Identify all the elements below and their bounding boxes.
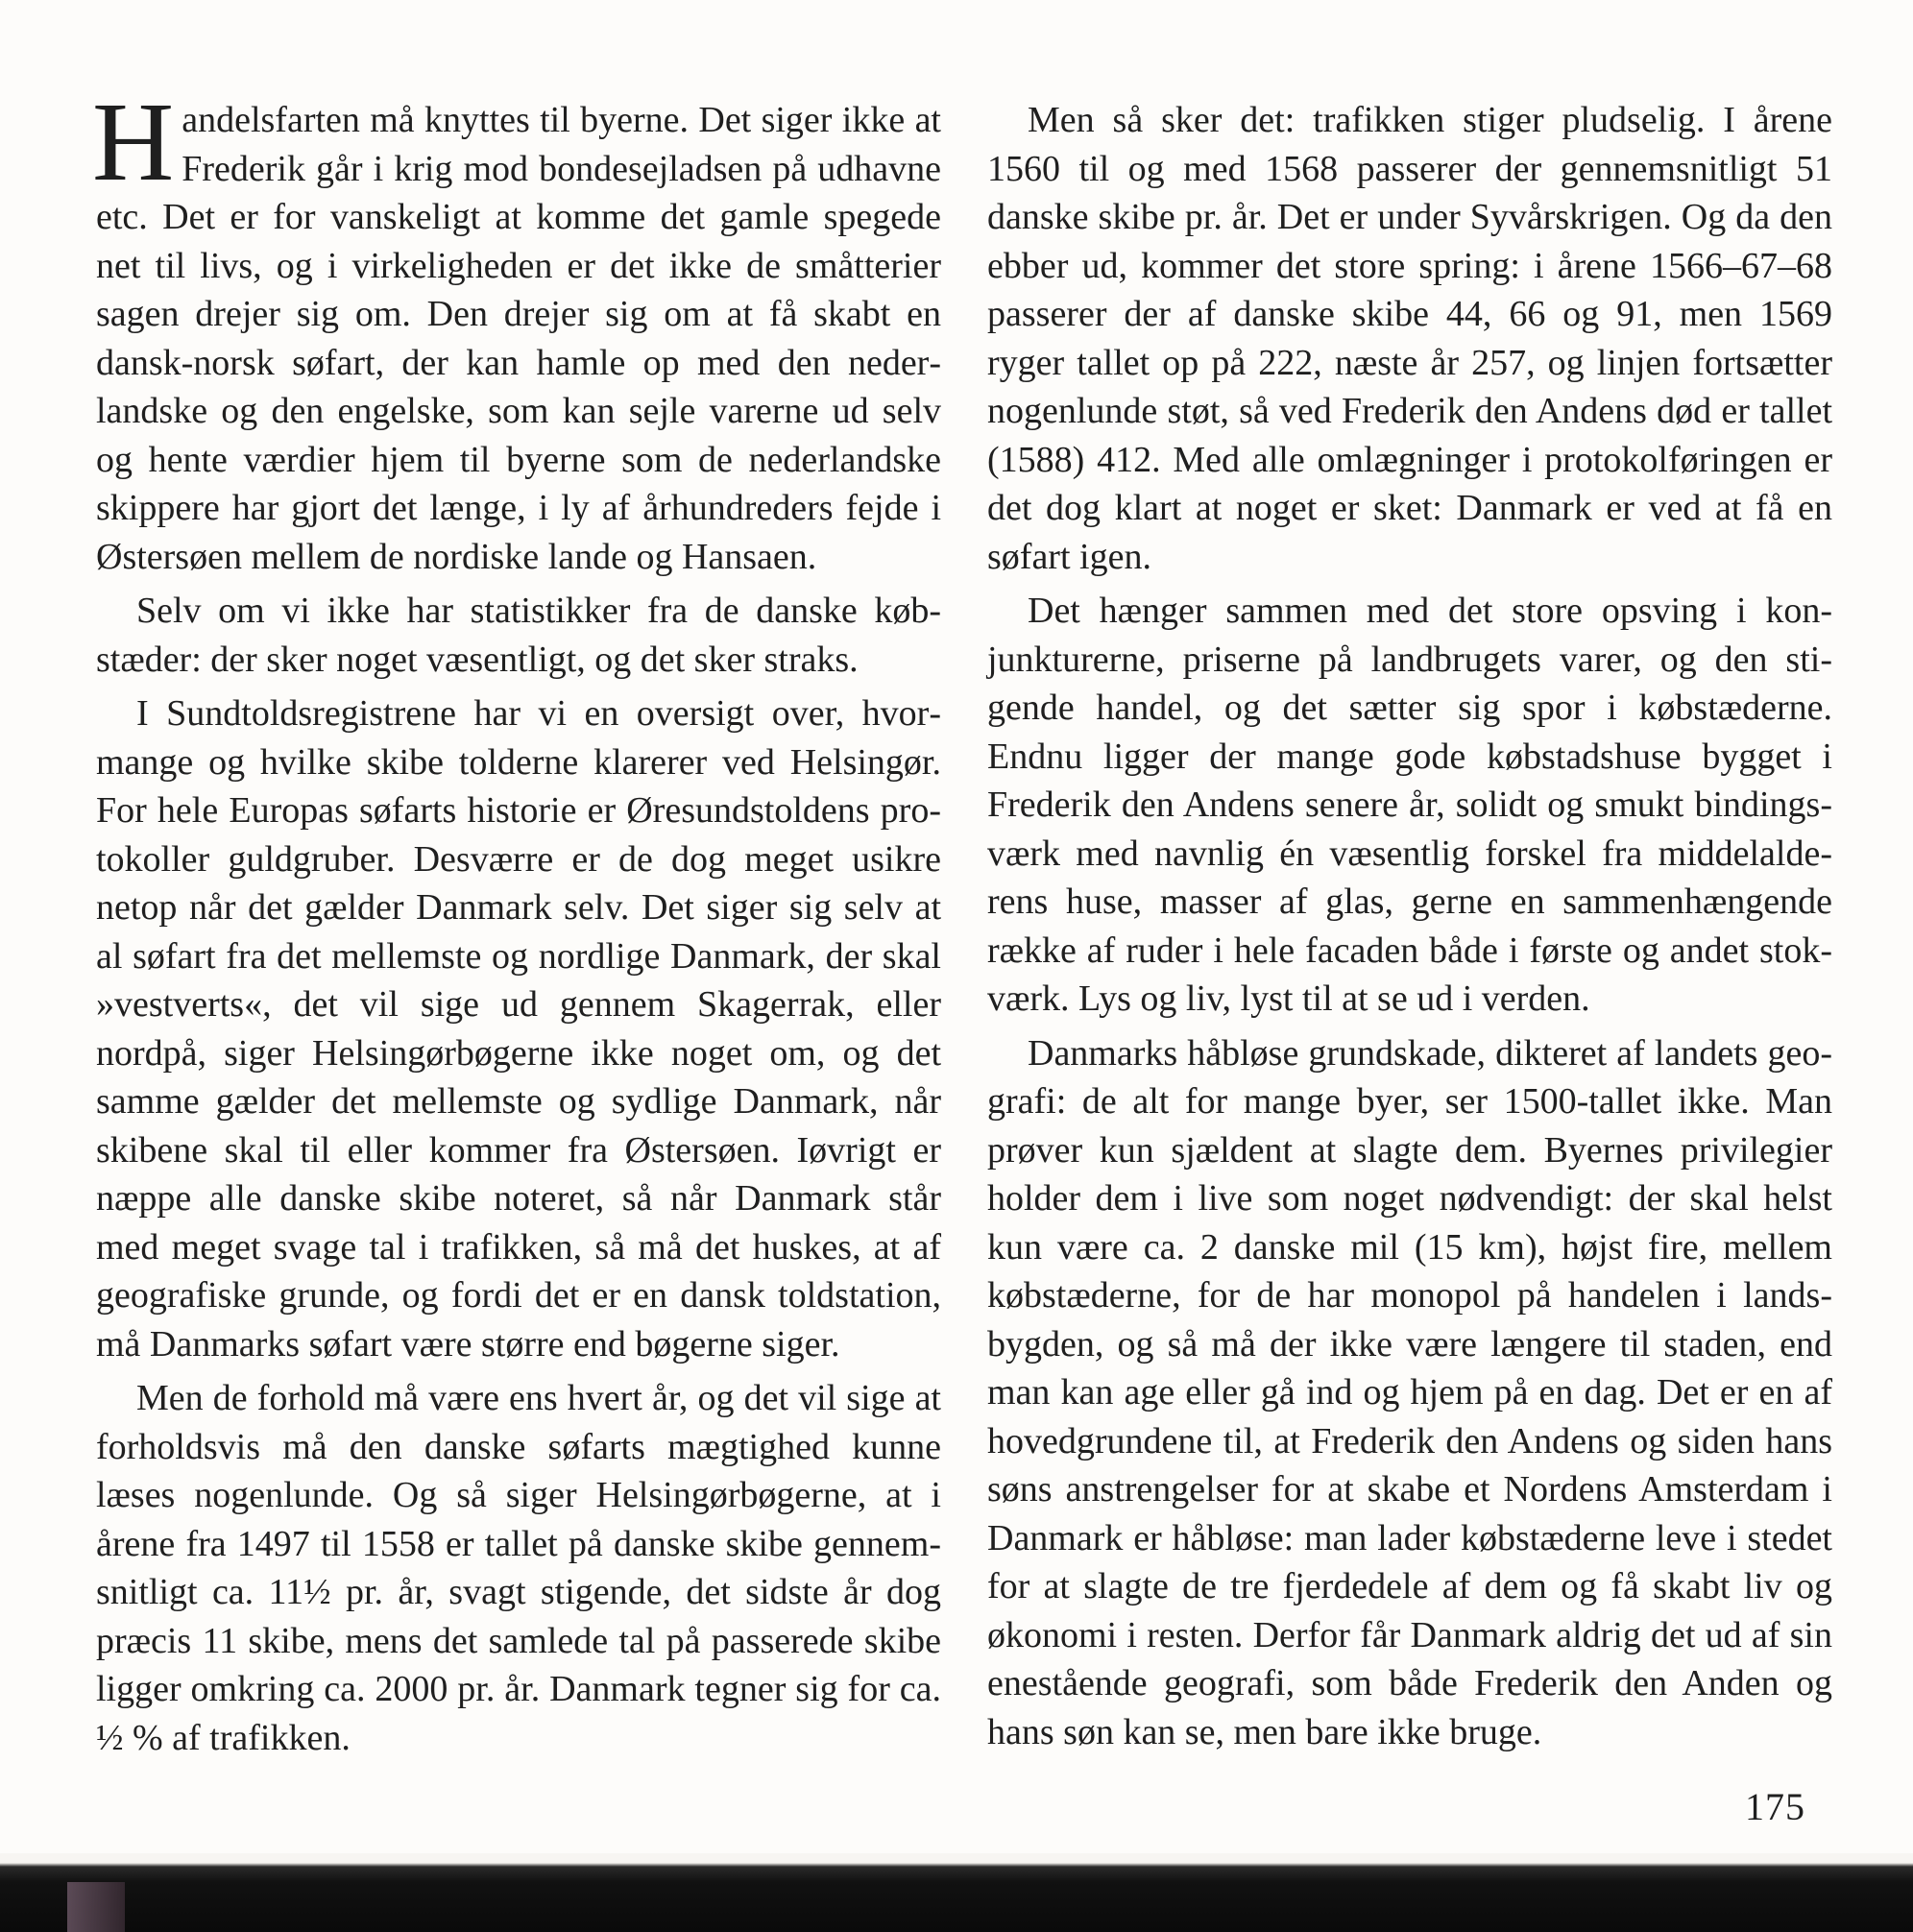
- paragraph-2: Selv om vi ikke har statistikker fra de danske købstæder: der sker noget væsentligt, og det sker straks.: [96, 591, 941, 680]
- page-number: 175: [1745, 1785, 1805, 1828]
- paragraph-4: Men de forhold må være ens hvert år, og det vil sige at forholdsvis må den danske søfarts mægtighed kunne læses nogenlunde. Og så siger Helsingørbøgerne, at i årene fra 1497 til 1558 er tallet på danske skibe gennemsnitligt ca. 11½ pr. år, svagt stigende, det sidste år dog præcis 11 skibe, mens det samlede tal på passerede skibe ligger omkring ca. 2000 pr. år. Danmark tegner sig for ca. ½ % af trafikken.: [96, 1378, 941, 1758]
- edge-shadow: [67, 1882, 125, 1932]
- paragraph-1: [92, 79, 941, 581]
- paragraph-3: I Sundtoldsregistrene har vi en oversigt over, hvormange og hvilke skibe tolderne klarerer ved Helsingør. For hele Europas søfarts historie er Øresundstoldens protokoller guldgruber. Desværre er de dog meget usikre netop når det gælder Danmark selv. Det siger sig selv at al søfart fra det mellemste og nordlige Danmark, der skal »vestverts«, det vil sige ud gennem Skagerrak, eller nordpå, siger Helsingørbøgerne ikke noget om, og det samme gælder det mellemste og sydlige Danmark, når skibene skal til eller kommer fra Østersøen. Iøvrigt er næppe alle danske skibe noteret, så når Danmark står med meget svage tal i trafikken, så må det huskes, at af geografiske grunde, og fordi det er en dansk toldstation, må Danmarks søfart være større end bøgerne siger.: [96, 693, 941, 1364]
- drop-cap: H: [92, 79, 175, 205]
- paragraph-7: Danmarks håbløse grundskade, dikteret af landets geografi: de alt for mange byer, ser 1500-tallet ikke. Man prøver kun sjældent at slagte dem. Byernes privilegier holder dem i live som noget nødvendigt: der skal helst kun være ca. 2 danske mil (15 km), højst fire, mellem købstæderne, for de har monopol på handelen i landsbygden, og så må der ikke være længere til staden, end man kan age eller gå ind og hjem på en dag. Det er en af hovedgrundene til, at Frederik den Andens og siden hans søns anstrengelser for at skabe et Nordens Amsterdam i Danmark er håbløse: man lader købstæderne leve i stedet for at slagte de tre fjerdedele af dem og få skabt liv og økonomi i resten. Derfor får Danmark aldrig det ud af sin enestående geografi, som både Frederik den Anden og hans søn kan se, men bare ikke bruge.: [987, 1032, 1832, 1752]
- left-column: [92, 79, 941, 1768]
- right-column: [987, 96, 1832, 1762]
- page-bottom-edge: [0, 1853, 1913, 1932]
- paragraph-5: Men så sker det: trafikken stiger pludselig. I årene 1560 til og med 1568 passerer der gennemsnitligt 51 danske skibe pr. år. Det er under Syvårskrigen. Og da den ebber ud, kommer det store spring: i årene 1566–67–68 passerer der af danske skibe 44, 66 og 91, men 1569 ryger tallet op på 222, næste år 257, og linjen fortsætter nogenlunde støt, så ved Frederik den Andens død er tallet (1588) 412. Med alle omlægninger i protokolføringen er det dog klart at noget er sket: Danmark er ved at få en søfart igen.: [987, 100, 1832, 577]
- paragraph-1-text: andelsfarten må knyttes til byerne. Det siger ikke at Frederik går i krig mod bondesejladsen på udhavne etc. Det er for vanskeligt at komme det gamle spegede net til livs, og i virkeligheden er det ikke de småtterier sagen drejer sig om. Den drejer sig om at få skabt en dansk-norsk søfart, der kan hamle op med den nederlandske og den engelske, som kan sejle varerne ud selv og hente værdier hjem til byerne som de nederlandske skippere har gjort det længe, i ly af århundreders fejde i Østersøen mellem de nordiske lande og Hansaen.: [96, 100, 941, 577]
- paragraph-6: Det hænger sammen med det store opsving i konjunkturerne, priserne på landbrugets varer, og den stigende handel, og det sætter sig spor i købstæderne. Endnu ligger der mange gode købstadshuse bygget i Frederik den Andens senere år, solidt og smukt bindingsværk med navnlig én væsentlig forskel fra middelalderens huse, masser af glas, gerne en sammenhængende række af ruder i hele facaden både i første og andet stokværk. Lys og liv, lyst til at se ud i verden.: [987, 591, 1832, 1019]
